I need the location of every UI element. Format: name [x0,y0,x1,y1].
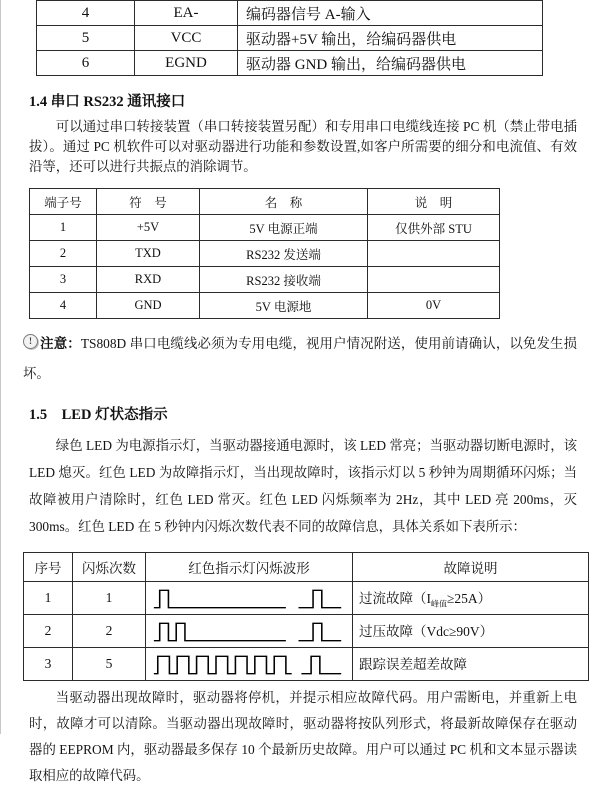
table-row [30,293,500,319]
section-heading-1-5: 1.5 LED 灯状态指示 [29,407,168,423]
terminal-name: RS232 发送端 [200,241,368,267]
fault-subscript: 峰值 [431,599,447,609]
notice [23,329,577,389]
table-row [24,648,589,681]
led-waveform-graphic [150,652,348,678]
column-header: 故障说明 [353,553,589,582]
flash-count: 5 [73,648,146,681]
fault-description [353,582,589,615]
table-header-row [30,189,500,215]
column-header: 名 称 [200,189,368,215]
waveform-path [154,656,341,673]
fault-description [353,648,589,681]
flash-count: 2 [73,615,146,648]
waveform-cell [146,648,353,681]
led-fault-table [23,552,589,681]
table-row [24,615,589,648]
terminal-symbol: TXD [97,241,200,267]
pin-symbol: EGND [135,51,238,76]
flash-count: 1 [73,582,146,615]
pin-symbol: VCC [135,26,238,51]
terminal-name: 5V 电源正端 [200,215,368,241]
terminal-symbol: +5V [97,215,200,241]
table-row [30,267,500,293]
table-row [30,241,500,267]
table-row [24,582,589,615]
waveform-path [154,590,341,607]
fault-index: 2 [24,615,73,648]
fault-description [353,615,589,648]
table-header-row [24,553,589,582]
led-status-paragraph: 绿色 LED 为电源指示灯，当驱动器接通电源时，该 LED 常亮；当驱动器切断电源时，该 LED 熄灭。红色 LED 为故障指示灯，当出现故障时，该指示灯以 5 秒钟为周期循环闪烁；当故障被用户清除时，红色 LED 常灭。红色 LED 闪烁频率为 2Hz，其中 LED 亮 200ms，灭 300ms。红色 LED 在 5 秒钟内闪烁次数代表不同的故障信息，具体关系如下表所示： [29,438,577,534]
notice-text: TS808D 串口电缆线必须为专用电缆，视用户情况附送，使用前请确认，以免发生损坏。 [23,336,577,381]
terminal-number: 4 [30,293,97,319]
rs232-pin-table [29,188,500,319]
waveform-cell [146,582,353,615]
pin-number: 6 [37,51,135,76]
pin-description: 驱动器+5V 输出，给编码器供电 [238,26,543,51]
waveform-cell [146,615,353,648]
column-header: 端子号 [30,189,97,215]
terminal-symbol: RXD [97,267,200,293]
exclamation-circle-icon: ! [23,334,38,349]
fault-text: 过压故障（Vdc≥90V） [359,624,494,640]
fault-index: 3 [24,648,73,681]
pin-number: 4 [37,1,135,26]
fault-text: 过流故障（I [359,590,431,606]
fault-text: ≥25A） [447,590,492,606]
section-heading-1-4: 1.4 串口 RS232 通讯接口 [29,94,186,110]
table-row [37,1,543,26]
table-row [30,215,500,241]
column-header: 说 明 [368,189,500,215]
terminal-number: 1 [30,215,97,241]
rs232-intro-paragraph: 可以通过串口转接装置（串口转接装置另配）和专用串口电缆线连接 PC 机（禁止带电插拔）。通过 PC 机软件可以对驱动器进行功能和参数设置,如客户所需要的细分和电流值、有效沿等，还可以进行共振点的消除调节。 [29,119,577,174]
terminal-number: 3 [30,267,97,293]
terminal-name: 5V 电源地 [200,293,368,319]
terminal-number: 2 [30,241,97,267]
terminal-note [368,267,500,293]
terminal-note [368,241,500,267]
notice-label: 注意： [40,336,81,351]
terminal-note: 仅供外部 STU [368,215,500,241]
fault-text: 跟踪误差超差故障 [359,657,467,673]
column-header: 符 号 [97,189,200,215]
waveform-path [154,623,341,640]
fault-index: 1 [24,582,73,615]
table-row [37,51,543,76]
fault-handling-paragraph: 当驱动器出现故障时，驱动器将停机，并提示相应故障代码。用户需断电，并重新上电时，故障才可以清除。当驱动器出现故障时，驱动器将按队列形式，将最新故障保存在驱动器的 EEPROM 内，驱动器最多保存 10 个最新历史故障。用户可以通过 PC 机和文本显示器读取相应的故障代码。 [29,690,577,783]
column-header: 红色指示灯闪烁波形 [146,553,353,582]
pin-symbol: EA- [135,1,238,26]
led-waveform-graphic [150,586,348,612]
encoder-pin-table [36,0,543,76]
pin-description: 编码器信号 A-输入 [238,1,543,26]
table-row [37,26,543,51]
terminal-symbol: GND [97,293,200,319]
pin-number: 5 [37,26,135,51]
pin-description: 驱动器 GND 输出，给编码器供电 [238,51,543,76]
led-waveform-graphic [150,619,348,645]
column-header: 序号 [24,553,73,582]
column-header: 闪烁次数 [73,553,146,582]
terminal-note: 0V [368,293,500,319]
terminal-name: RS232 接收端 [200,267,368,293]
